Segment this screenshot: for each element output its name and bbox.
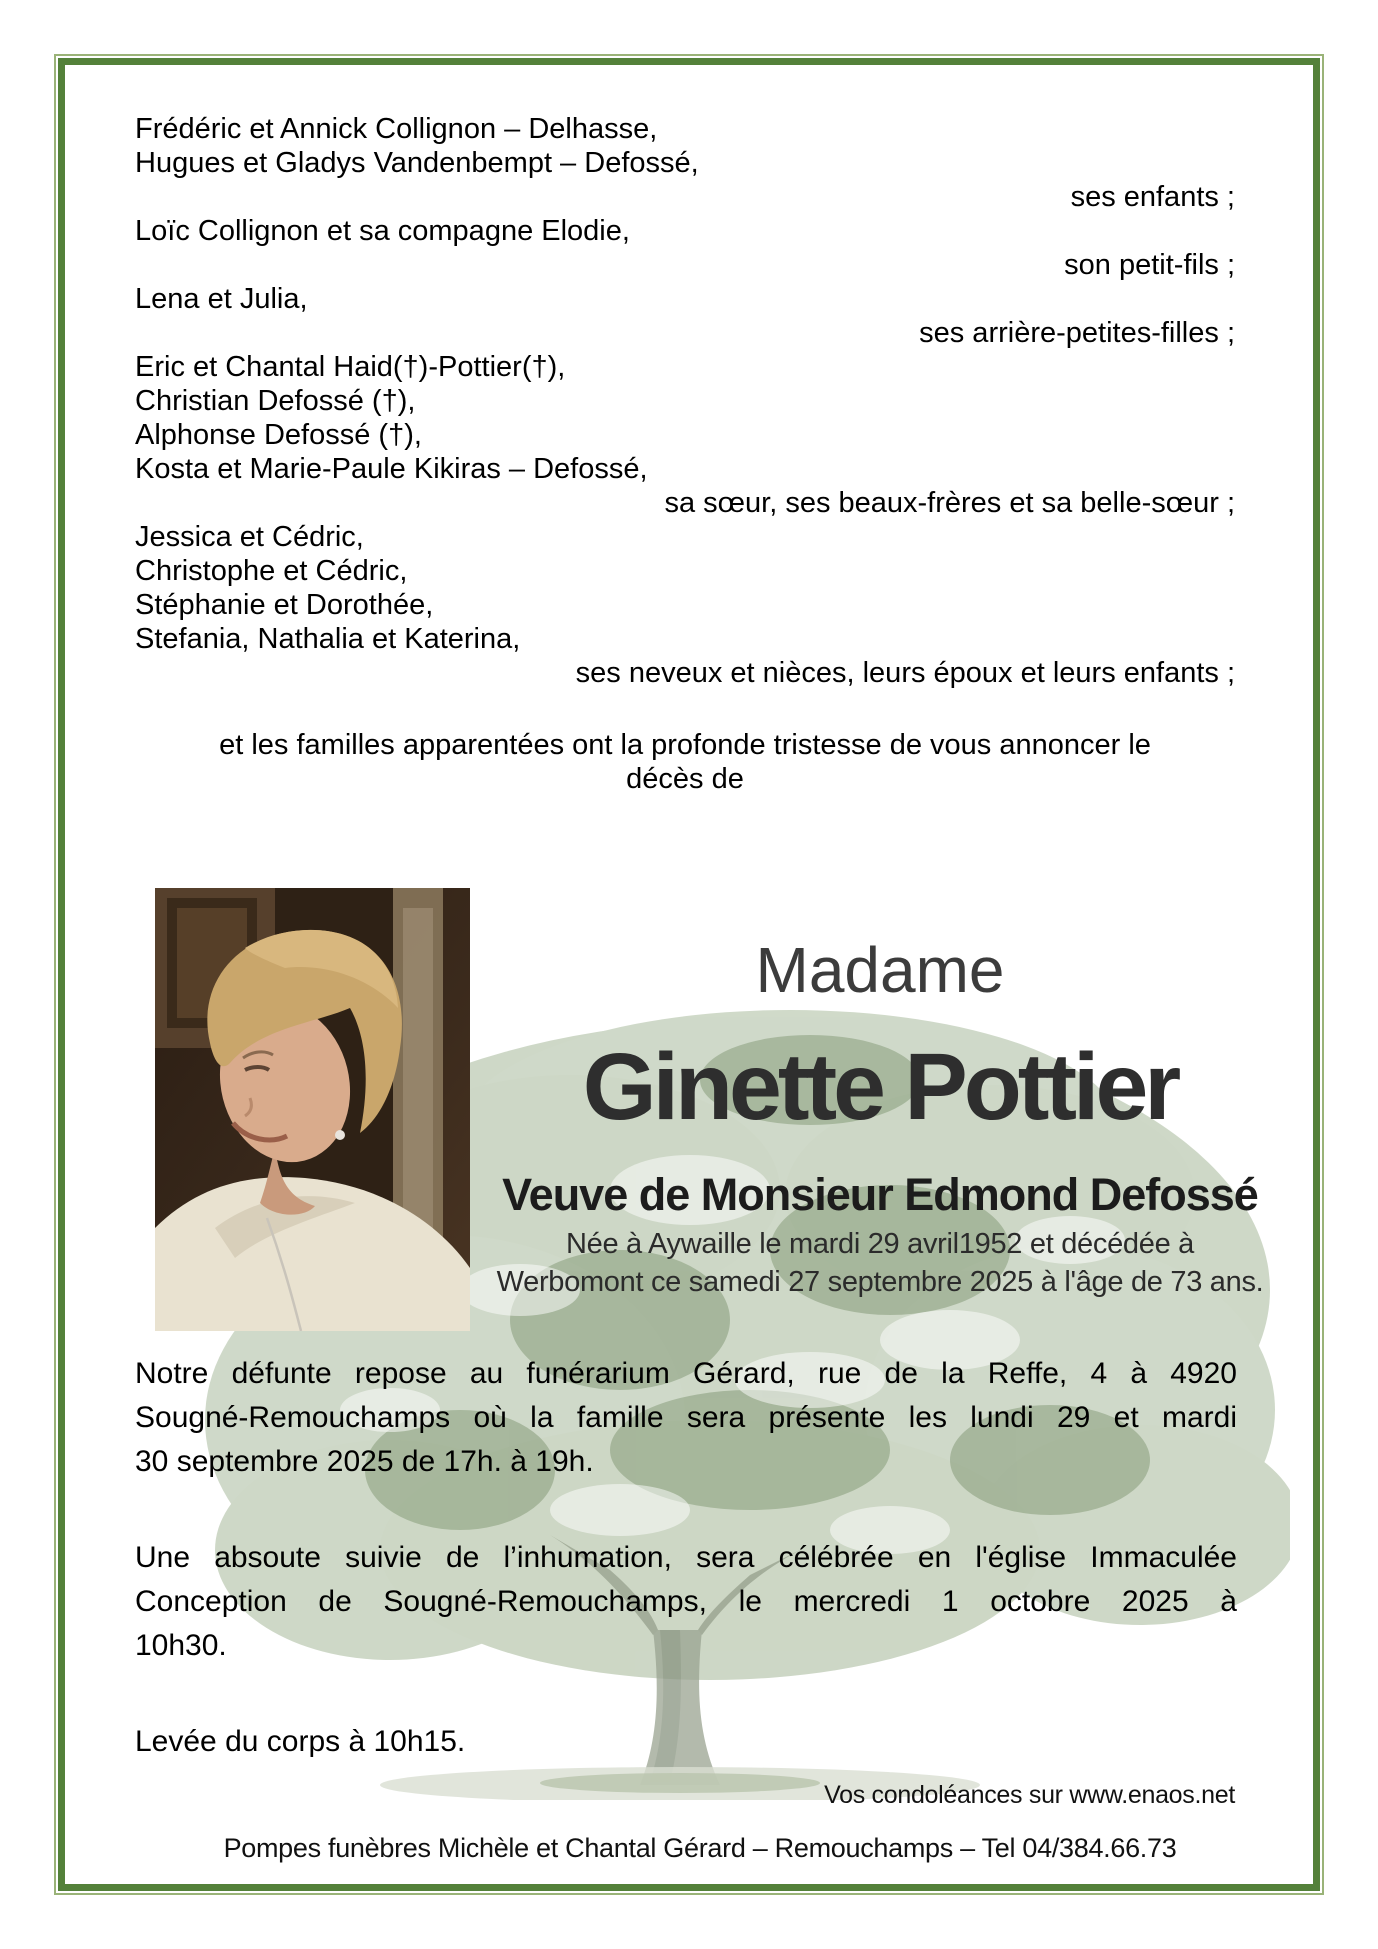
family-line: Loïc Collignon et sa compagne Elodie, [135,215,630,247]
family-line: Stéphanie et Dorothée, [135,589,434,621]
deceased-name: Ginette Pottier [582,1034,1178,1140]
levee-paragraph [135,1720,1237,1764]
ceremony-paragraph [135,1536,1237,1668]
widow-line: Veuve de Monsieur Edmond Defossé [502,1169,1258,1220]
family-line: Christian Defossé (†), [135,385,416,417]
relation-line: ses neveux et nièces, leurs époux et leurs enfants ; [575,657,1235,689]
family-line: Frédéric et Annick Collignon – Delhasse, [135,113,658,145]
family-line: Stefania, Nathalia et Katerina, [135,623,521,655]
family-line: Hugues et Gladys Vandenbempt – Defossé, [135,147,699,179]
family-line: Christophe et Cédric, [135,555,408,587]
family-line: Kosta et Marie-Paule Kikiras – Defossé, [135,453,648,485]
paragraph-line: 30 septembre 2025 de 17h. à 19h. [135,1445,594,1478]
relation-line: ses enfants ; [1070,181,1235,213]
announcement-line: décès de [626,763,744,795]
paragraph-line: Sougné-Remouchamps où la famille sera présente les lundi 29 et mardi [135,1401,1237,1434]
schedule-block [135,1352,1237,1816]
birth-death-line: Werbomont ce samedi 27 septembre 2025 à l'âge de 73 ans. [496,1266,1264,1298]
honorific: Madame [755,934,1005,1006]
funeral-home-line: Pompes funèbres Michèle et Chantal Gérard – Remouchamps – Tel 04/384.66.73 [223,1833,1177,1863]
family-line: Jessica et Cédric, [135,521,364,553]
relation-line: sa sœur, ses beaux-frères et sa belle-sœur ; [664,487,1235,519]
announcement-line: et les familles apparentées ont la profonde tristesse de vous annoncer le [219,729,1151,761]
title-block [470,935,1290,1301]
birth-death-line: Née à Aywaille le mardi 29 avril1952 et décédée à [565,1228,1194,1260]
paragraph-line: Conception de Sougné-Remouchamps, le mercredi 1 octobre 2025 à [135,1585,1237,1618]
paragraph-line: Notre défunte repose au funérarium Gérard, rue de la Reffe, 4 à 4920 [135,1357,1237,1390]
portrait-photo [155,888,470,1331]
condolences-line: Vos condoléances sur www.enaos.net [824,1781,1235,1809]
paragraph-line: 10h30. [135,1629,227,1662]
paragraph-line: Levée du corps à 10h15. [135,1725,466,1758]
relation-line: ses arrière-petites-filles ; [919,317,1235,349]
announcement [135,728,1235,796]
family-relations-block [135,112,1235,690]
family-line: Alphonse Defossé (†), [135,419,422,451]
family-line: Eric et Chantal Haid(†)-Pottier(†), [135,351,566,383]
repose-paragraph [135,1352,1237,1484]
paragraph-line: Une absoute suivie de l’inhumation, sera célébrée en l'église Immaculée [135,1541,1237,1574]
family-line: Lena et Julia, [135,283,308,315]
relation-line: son petit-fils ; [1064,249,1235,281]
